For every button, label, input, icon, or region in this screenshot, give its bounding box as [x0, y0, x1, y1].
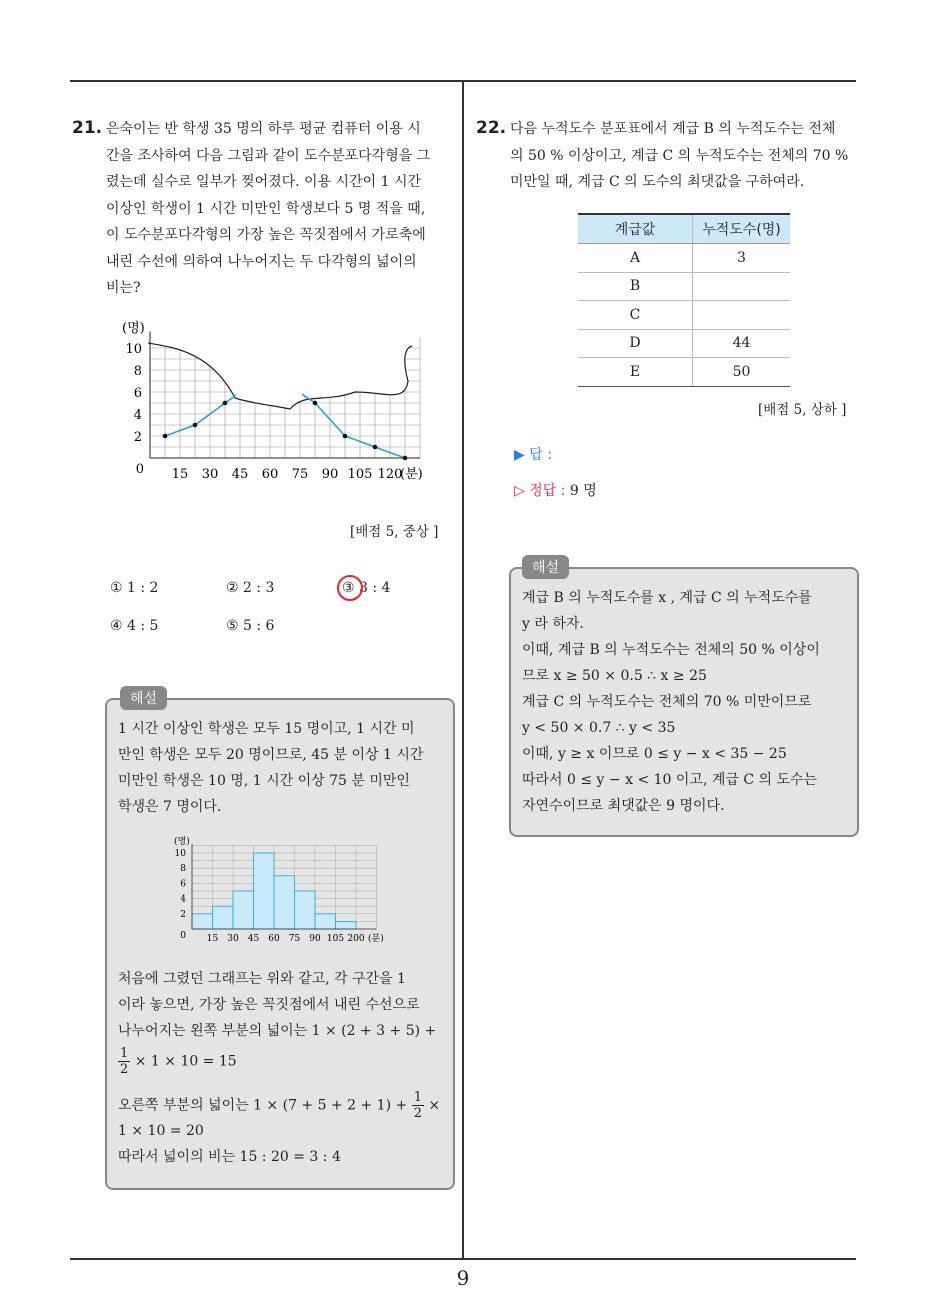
- data-point: [193, 423, 198, 428]
- x-tick-label: 30: [227, 934, 239, 944]
- solution-line: 미만인 학생은 10 명, 1 시간 이상 75 분 미만인: [118, 773, 410, 789]
- q21-solution-text-b: [118, 966, 436, 1044]
- correct-value: 9 명: [569, 483, 597, 499]
- y-tick-label: 4: [133, 408, 142, 423]
- cell: [693, 301, 791, 330]
- q22-text: [510, 116, 848, 196]
- eq3: 1 × 10 = 20: [118, 1123, 204, 1139]
- col-header-class: 계급값: [578, 214, 693, 244]
- origin-label: 0: [180, 931, 186, 941]
- cell: D: [578, 329, 693, 358]
- solution-line: 만인 학생은 모두 20 명이므로, 45 분 이상 1 시간: [118, 747, 424, 763]
- histogram-bar: [295, 891, 316, 929]
- y-tick-label: 2: [133, 430, 142, 445]
- x-tick-label: 75: [288, 934, 301, 944]
- cell: 44: [693, 329, 791, 358]
- solution-line: 계급 C 의 누적도수는 전체의 70 % 미만이므로: [522, 694, 812, 710]
- choice-3[interactable]: [342, 580, 390, 596]
- solution-line: 이때, y ≥ x 이므로 0 ≤ y − x < 35 − 25: [522, 746, 787, 762]
- histogram-bar: [192, 914, 213, 929]
- q21-eq3: [118, 1118, 341, 1170]
- solution-line: 따라서 0 ≤ y − x < 10 이고, 계급 C 의 도수는: [522, 772, 818, 788]
- cell: [693, 272, 791, 301]
- q21-eq1: [118, 1046, 237, 1077]
- y-tick-label: 4: [180, 894, 186, 905]
- column-divider: [462, 82, 464, 1260]
- q22-solution-text: [522, 585, 820, 819]
- table-header-row: [578, 214, 790, 244]
- y-tick-label: 10: [174, 849, 186, 859]
- table-row: [578, 272, 790, 301]
- q21-line: 은숙이는 반 학생 35 명의 하루 평균 컴퓨터 이용 시: [106, 121, 421, 137]
- solution-line: 이때, 계급 B 의 누적도수는 전체의 50 % 이상이: [522, 642, 820, 658]
- eq2-pre: 오른쪽 부분의 넓이는 1 × (7 + 5 + 2 + 1) +: [118, 1097, 408, 1114]
- data-point: [373, 445, 378, 450]
- solution-line: 계급 B 의 누적도수를 x , 계급 C 의 누적도수를: [522, 590, 812, 606]
- data-point: [403, 456, 408, 461]
- y-tick-label: 6: [180, 879, 186, 890]
- eq1-rest: × 1 × 10 = 15: [134, 1053, 237, 1070]
- q22-score: [배점 5, 상하 ]: [758, 402, 847, 418]
- choice-5[interactable]: ⑤ 5 : 6: [226, 618, 275, 634]
- choice-1[interactable]: ① 1 : 2: [110, 580, 159, 596]
- solution-line: y < 50 × 0.7 ∴ y < 35: [522, 720, 676, 736]
- y-tick-label: 8: [133, 364, 142, 379]
- bottom-rule: [70, 1258, 856, 1260]
- q22-solution-tag: 해설: [522, 555, 569, 579]
- histogram-bar: [315, 914, 336, 929]
- cell: 50: [693, 358, 791, 387]
- q21-number: 21.: [72, 118, 103, 138]
- half-fraction: $\frac{1}{2}$: [120, 1046, 129, 1077]
- x-tick-label: 60: [261, 467, 279, 482]
- choice-3-marker: ③: [342, 580, 355, 596]
- table-row: [578, 301, 790, 330]
- origin-label: 0: [135, 462, 144, 477]
- x-unit-label: (분): [400, 467, 423, 482]
- q21-text: [106, 116, 430, 302]
- table-row: [578, 329, 790, 358]
- q22-number: 22.: [476, 118, 507, 138]
- table-row: [578, 358, 790, 387]
- selected-answer-circle: [337, 575, 363, 601]
- y-tick-label: 8: [180, 864, 186, 875]
- histogram-chart: [160, 832, 400, 952]
- solution-line: 이라 놓으면, 가장 높은 꼭짓점에서 내린 수선으로: [118, 997, 420, 1013]
- q21-line: 비는?: [106, 280, 141, 296]
- choice-2[interactable]: ② 2 : 3: [226, 580, 275, 596]
- q22-line: 의 50 % 이상이고, 계급 C 의 누적도수는 전체의 70 %: [510, 147, 849, 164]
- solution-line: 1 시간 이상인 학생은 모두 15 명이고, 1 시간 미: [118, 721, 415, 737]
- solution-line: 나누어지는 왼쪽 부분의 넓이는 1 × (2 + 3 + 5) +: [118, 1023, 437, 1039]
- y-tick-label: 10: [125, 342, 142, 357]
- x-tick-label: 90: [321, 467, 339, 482]
- col-header-cumfreq: 누적도수(명): [693, 214, 791, 244]
- histogram-bar: [254, 853, 275, 929]
- answer-label-text: ▶ 답 :: [514, 447, 552, 463]
- q21-solution-text-a: [118, 716, 423, 820]
- table-row: [578, 244, 790, 273]
- correct-label: ▷ 정답 :: [514, 483, 566, 499]
- q21-line: 간을 조사하여 다음 그림과 같이 도수분포다각형을 그: [106, 147, 431, 164]
- eq4: 따라서 넓이의 비는 15 : 20 = 3 : 4: [118, 1149, 341, 1165]
- y-unit-label: (명): [122, 321, 145, 336]
- cell: E: [578, 358, 693, 387]
- cell: B: [578, 272, 693, 301]
- solution-line: 학생은 7 명이다.: [118, 799, 222, 815]
- solution-line: 처음에 그렸던 그래프는 위와 같고, 각 구간을 1: [118, 971, 406, 987]
- histogram-bar: [213, 906, 234, 929]
- x-tick-label: 120: [377, 467, 403, 482]
- data-point: [163, 434, 168, 439]
- q21-eq2: [118, 1090, 440, 1121]
- solution-line: 자연수이므로 최댓값은 9 명이다.: [522, 798, 725, 814]
- x-tick-label: 30: [201, 467, 219, 482]
- x-tick-label: 105: [347, 467, 373, 482]
- eq2-post: ×: [428, 1097, 441, 1114]
- choice-4[interactable]: ④ 4 : 5: [110, 618, 159, 634]
- cell: C: [578, 301, 693, 330]
- q22-line: 다음 누적도수 분포표에서 계급 B 의 누적도수는 전체: [510, 121, 836, 137]
- cell: 3: [693, 244, 791, 273]
- cumulative-frequency-table: [578, 213, 790, 387]
- series-line-right: [302, 394, 405, 458]
- x-tick-label: 90: [309, 934, 321, 944]
- frequency-polygon-chart: [110, 318, 455, 493]
- x-tick-label: 75: [291, 467, 309, 482]
- histogram-bar: [274, 876, 295, 929]
- q21-solution-tag: 해설: [120, 686, 167, 710]
- solution-line: y 라 하자.: [522, 616, 584, 632]
- x-tick-label: 45: [247, 934, 260, 944]
- histogram-bar: [233, 891, 254, 929]
- x-unit-label: (분): [368, 934, 384, 944]
- data-point: [223, 401, 228, 406]
- q21-line: 내린 수선에 의하여 나누어지는 두 다각형의 넓이의: [106, 253, 417, 270]
- histogram-bar: [336, 921, 357, 929]
- x-tick-label: 60: [268, 934, 280, 944]
- data-point: [343, 434, 348, 439]
- x-tick-label: 15: [171, 467, 189, 482]
- y-tick-label: 6: [133, 386, 142, 401]
- q22-line: 미만일 때, 계급 C 의 도수의 최댓값을 구하여라.: [510, 174, 805, 190]
- answer-label: [514, 444, 552, 464]
- cell: A: [578, 244, 693, 273]
- page-number: 9: [456, 1266, 470, 1290]
- y-tick-label: 2: [180, 909, 186, 920]
- choice-3-value: 3 : 4: [359, 580, 391, 596]
- q21-line: 이상인 학생이 1 시간 미만인 학생보다 5 명 적을 때,: [106, 200, 426, 217]
- x-tick-label: 45: [231, 467, 249, 482]
- q21-line: 이 도수분포다각형의 가장 높은 꼭짓점에서 가로축에: [106, 227, 426, 243]
- solution-line: 므로 x ≥ 50 × 0.5 ∴ x ≥ 25: [522, 668, 707, 684]
- x-tick-label: 105: [326, 934, 345, 944]
- data-point: [313, 401, 318, 406]
- q21-line: 렸는데 실수로 일부가 찢어졌다. 이용 시간이 1 시간: [106, 174, 421, 190]
- half-fraction: $\frac{1}{2}$: [413, 1090, 422, 1121]
- q21-score: [배점 5, 중상 ]: [350, 524, 439, 540]
- y-unit-label: (명): [174, 837, 190, 847]
- x-tick-label: 15: [206, 934, 219, 944]
- correct-answer: [514, 480, 597, 500]
- x-tick-label: 200: [347, 934, 365, 944]
